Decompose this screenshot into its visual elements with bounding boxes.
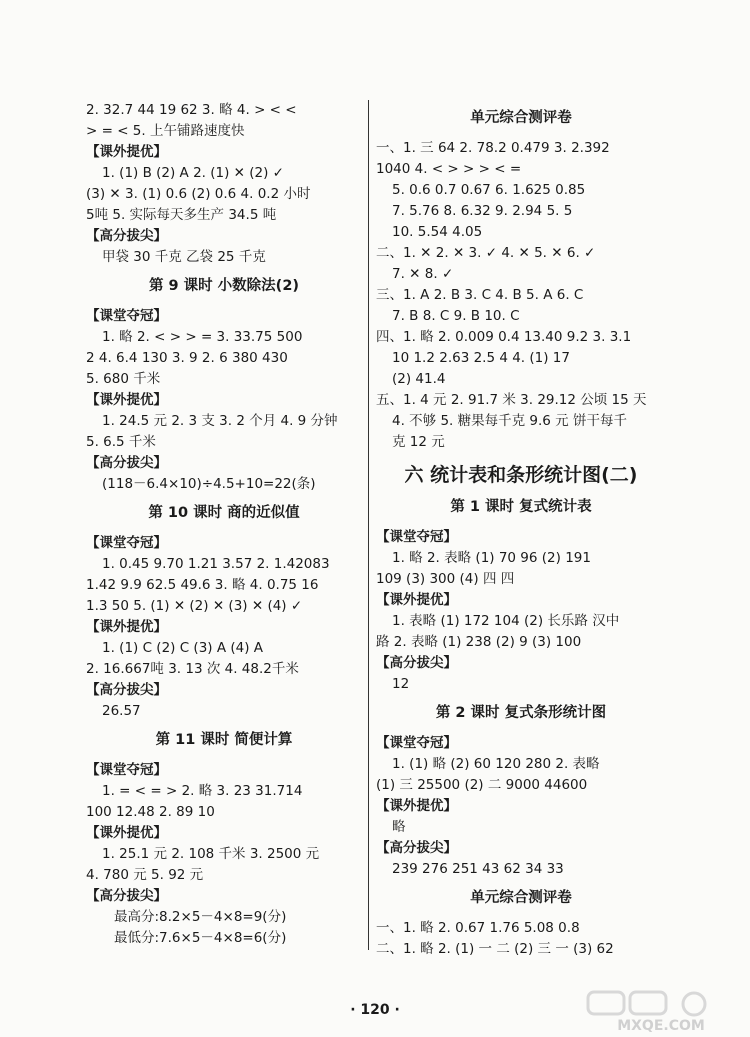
unit-title: 六 统计表和条形统计图(二) bbox=[404, 464, 638, 486]
answer-line: (118－6.4×10)÷4.5+10=22(条) bbox=[102, 476, 316, 492]
answer-line: 5. 0.6 0.7 0.67 6. 1.625 0.85 bbox=[392, 182, 586, 198]
lesson-title: 第 11 课时 简便计算 bbox=[155, 732, 293, 748]
answer-line: 26.57 bbox=[102, 703, 141, 719]
answer-line: 4. 不够 5. 糖果每千克 9.6 元 饼干每千 bbox=[392, 413, 627, 429]
section-tag: 【课堂夺冠】 bbox=[86, 308, 167, 324]
section-tag: 【课堂夺冠】 bbox=[376, 529, 457, 545]
answer-line: 路 2. 表略 (1) 238 (2) 9 (3) 100 bbox=[376, 634, 582, 650]
watermark-text: MXQE.COM bbox=[617, 1018, 705, 1034]
answer-line: 略 bbox=[392, 819, 406, 835]
section-tag: 【课堂夺冠】 bbox=[86, 535, 167, 551]
answer-line: 7. B 8. C 9. B 10. C bbox=[392, 308, 520, 324]
answer-line: 239 276 251 43 62 34 33 bbox=[392, 861, 564, 877]
column-divider bbox=[368, 100, 369, 950]
answer-line: 二、1. 略 2. (1) 一 二 (2) 三 一 (3) 62 bbox=[376, 941, 614, 957]
lesson-title: 第 2 课时 复式条形统计图 bbox=[435, 705, 607, 721]
answer-line: 1. 25.1 元 2. 108 千米 3. 2500 元 bbox=[102, 846, 320, 862]
answer-line: (3) ✕ 3. (1) 0.6 (2) 0.6 4. 0.2 小时 bbox=[86, 186, 311, 202]
answer-line: 2. 32.7 44 19 62 3. 略 4. > < < bbox=[86, 102, 297, 118]
answer-line: 5. 680 千米 bbox=[86, 371, 161, 387]
answer-line: (2) 41.4 bbox=[392, 371, 446, 387]
section-tag: 【课外提优】 bbox=[86, 825, 167, 841]
answer-line: 7. ✕ 8. ✓ bbox=[392, 266, 454, 282]
section-tag: 【课外提优】 bbox=[376, 798, 457, 814]
answer-line: 109 (3) 300 (4) 四 四 bbox=[376, 571, 515, 587]
answer-line: 2 4. 6.4 130 3. 9 2. 6 380 430 bbox=[86, 350, 288, 366]
answer-line: 1. = < = > 2. 略 3. 23 31.714 bbox=[102, 783, 303, 799]
answer-line: 1.3 50 5. (1) ✕ (2) ✕ (3) ✕ (4) ✓ bbox=[86, 598, 303, 614]
answer-line: 甲袋 30 千克 乙袋 25 千克 bbox=[102, 249, 266, 265]
answer-line: 1. 24.5 元 2. 3 支 3. 2 个月 4. 9 分钟 bbox=[102, 413, 338, 429]
lesson-title: 单元综合测评卷 bbox=[470, 890, 572, 906]
section-tag: 【高分拔尖】 bbox=[86, 682, 167, 698]
answer-line: 二、1. ✕ 2. ✕ 3. ✓ 4. ✕ 5. ✕ 6. ✓ bbox=[376, 245, 596, 261]
answer-line: 4. 780 元 5. 92 元 bbox=[86, 867, 204, 883]
section-tag: 【高分拔尖】 bbox=[86, 228, 167, 244]
lesson-title: 第 10 课时 商的近似值 bbox=[148, 505, 300, 521]
answer-line: (1) 三 25500 (2) 二 9000 44600 bbox=[376, 777, 588, 793]
answer-line: 2. 16.667吨 3. 13 次 4. 48.2千米 bbox=[86, 661, 299, 677]
section-tag: 【高分拔尖】 bbox=[376, 655, 457, 671]
answer-line: 1. (1) B (2) A 2. (1) ✕ (2) ✓ bbox=[102, 165, 284, 181]
answer-line: 12 bbox=[392, 676, 410, 692]
answer-line: 四、1. 略 2. 0.009 0.4 13.40 9.2 3. 3.1 bbox=[376, 329, 632, 345]
answer-line: 1. 表略 (1) 172 104 (2) 长乐路 汉中 bbox=[392, 613, 620, 629]
section-tag: 【课堂夺冠】 bbox=[376, 735, 457, 751]
answer-line: 10 1.2 2.63 2.5 4 4. (1) 17 bbox=[392, 350, 570, 366]
answer-line: 一、1. 略 2. 0.67 1.76 5.08 0.8 bbox=[376, 920, 580, 936]
page-number: · 120 · bbox=[350, 1002, 400, 1018]
lesson-title: 第 9 课时 小数除法(2) bbox=[148, 278, 300, 294]
answer-line: 1. 略 2. 表略 (1) 70 96 (2) 191 bbox=[392, 550, 591, 566]
answer-line: 1. 略 2. < > > = 3. 33.75 500 bbox=[102, 329, 303, 345]
section-tag: 【高分拔尖】 bbox=[86, 888, 167, 904]
answer-line: 100 12.48 2. 89 10 bbox=[86, 804, 215, 820]
answer-line: > = < 5. 上午铺路速度快 bbox=[86, 123, 245, 139]
answer-line: 10. 5.54 4.05 bbox=[392, 224, 483, 240]
section-tag: 【课外提优】 bbox=[376, 592, 457, 608]
answer-line: 克 12 元 bbox=[392, 434, 445, 450]
answer-line: 一、1. 三 64 2. 78.2 0.479 3. 2.392 bbox=[376, 140, 610, 156]
right-column bbox=[376, 100, 666, 960]
answer-line: 1. 0.45 9.70 1.21 3.57 2. 1.42083 bbox=[102, 556, 330, 572]
section-tag: 【课堂夺冠】 bbox=[86, 762, 167, 778]
section-tag: 【高分拔尖】 bbox=[86, 455, 167, 471]
answer-line: 7. 5.76 8. 6.32 9. 2.94 5. 5 bbox=[392, 203, 573, 219]
answer-line: 1. (1) C (2) C (3) A (4) A bbox=[102, 640, 264, 656]
answer-line: 最低分:7.6×5－4×8=6(分) bbox=[114, 930, 287, 946]
section-tag: 【课外提优】 bbox=[86, 619, 167, 635]
answer-line: 5吨 5. 实际每天多生产 34.5 吨 bbox=[86, 207, 277, 223]
answer-line: 三、1. A 2. B 3. C 4. B 5. A 6. C bbox=[376, 287, 584, 303]
answer-line: 5. 6.5 千米 bbox=[86, 434, 156, 450]
lesson-title: 单元综合测评卷 bbox=[470, 110, 572, 126]
watermark-logo bbox=[586, 990, 736, 1034]
section-tag: 【高分拔尖】 bbox=[376, 840, 457, 856]
answer-line: 1. (1) 略 (2) 60 120 280 2. 表略 bbox=[392, 756, 600, 772]
answer-line: 1040 4. < > > > < = bbox=[376, 161, 522, 177]
left-column bbox=[86, 100, 362, 949]
answer-line: 最高分:8.2×5－4×8=9(分) bbox=[114, 909, 287, 925]
answer-line: 1.42 9.9 62.5 49.6 3. 略 4. 0.75 16 bbox=[86, 577, 319, 593]
lesson-title: 第 1 课时 复式统计表 bbox=[450, 499, 592, 515]
section-tag: 【课外提优】 bbox=[86, 392, 167, 408]
answer-line: 五、1. 4 元 2. 91.7 米 3. 29.12 公顷 15 天 bbox=[376, 392, 647, 408]
section-tag: 【课外提优】 bbox=[86, 144, 167, 160]
